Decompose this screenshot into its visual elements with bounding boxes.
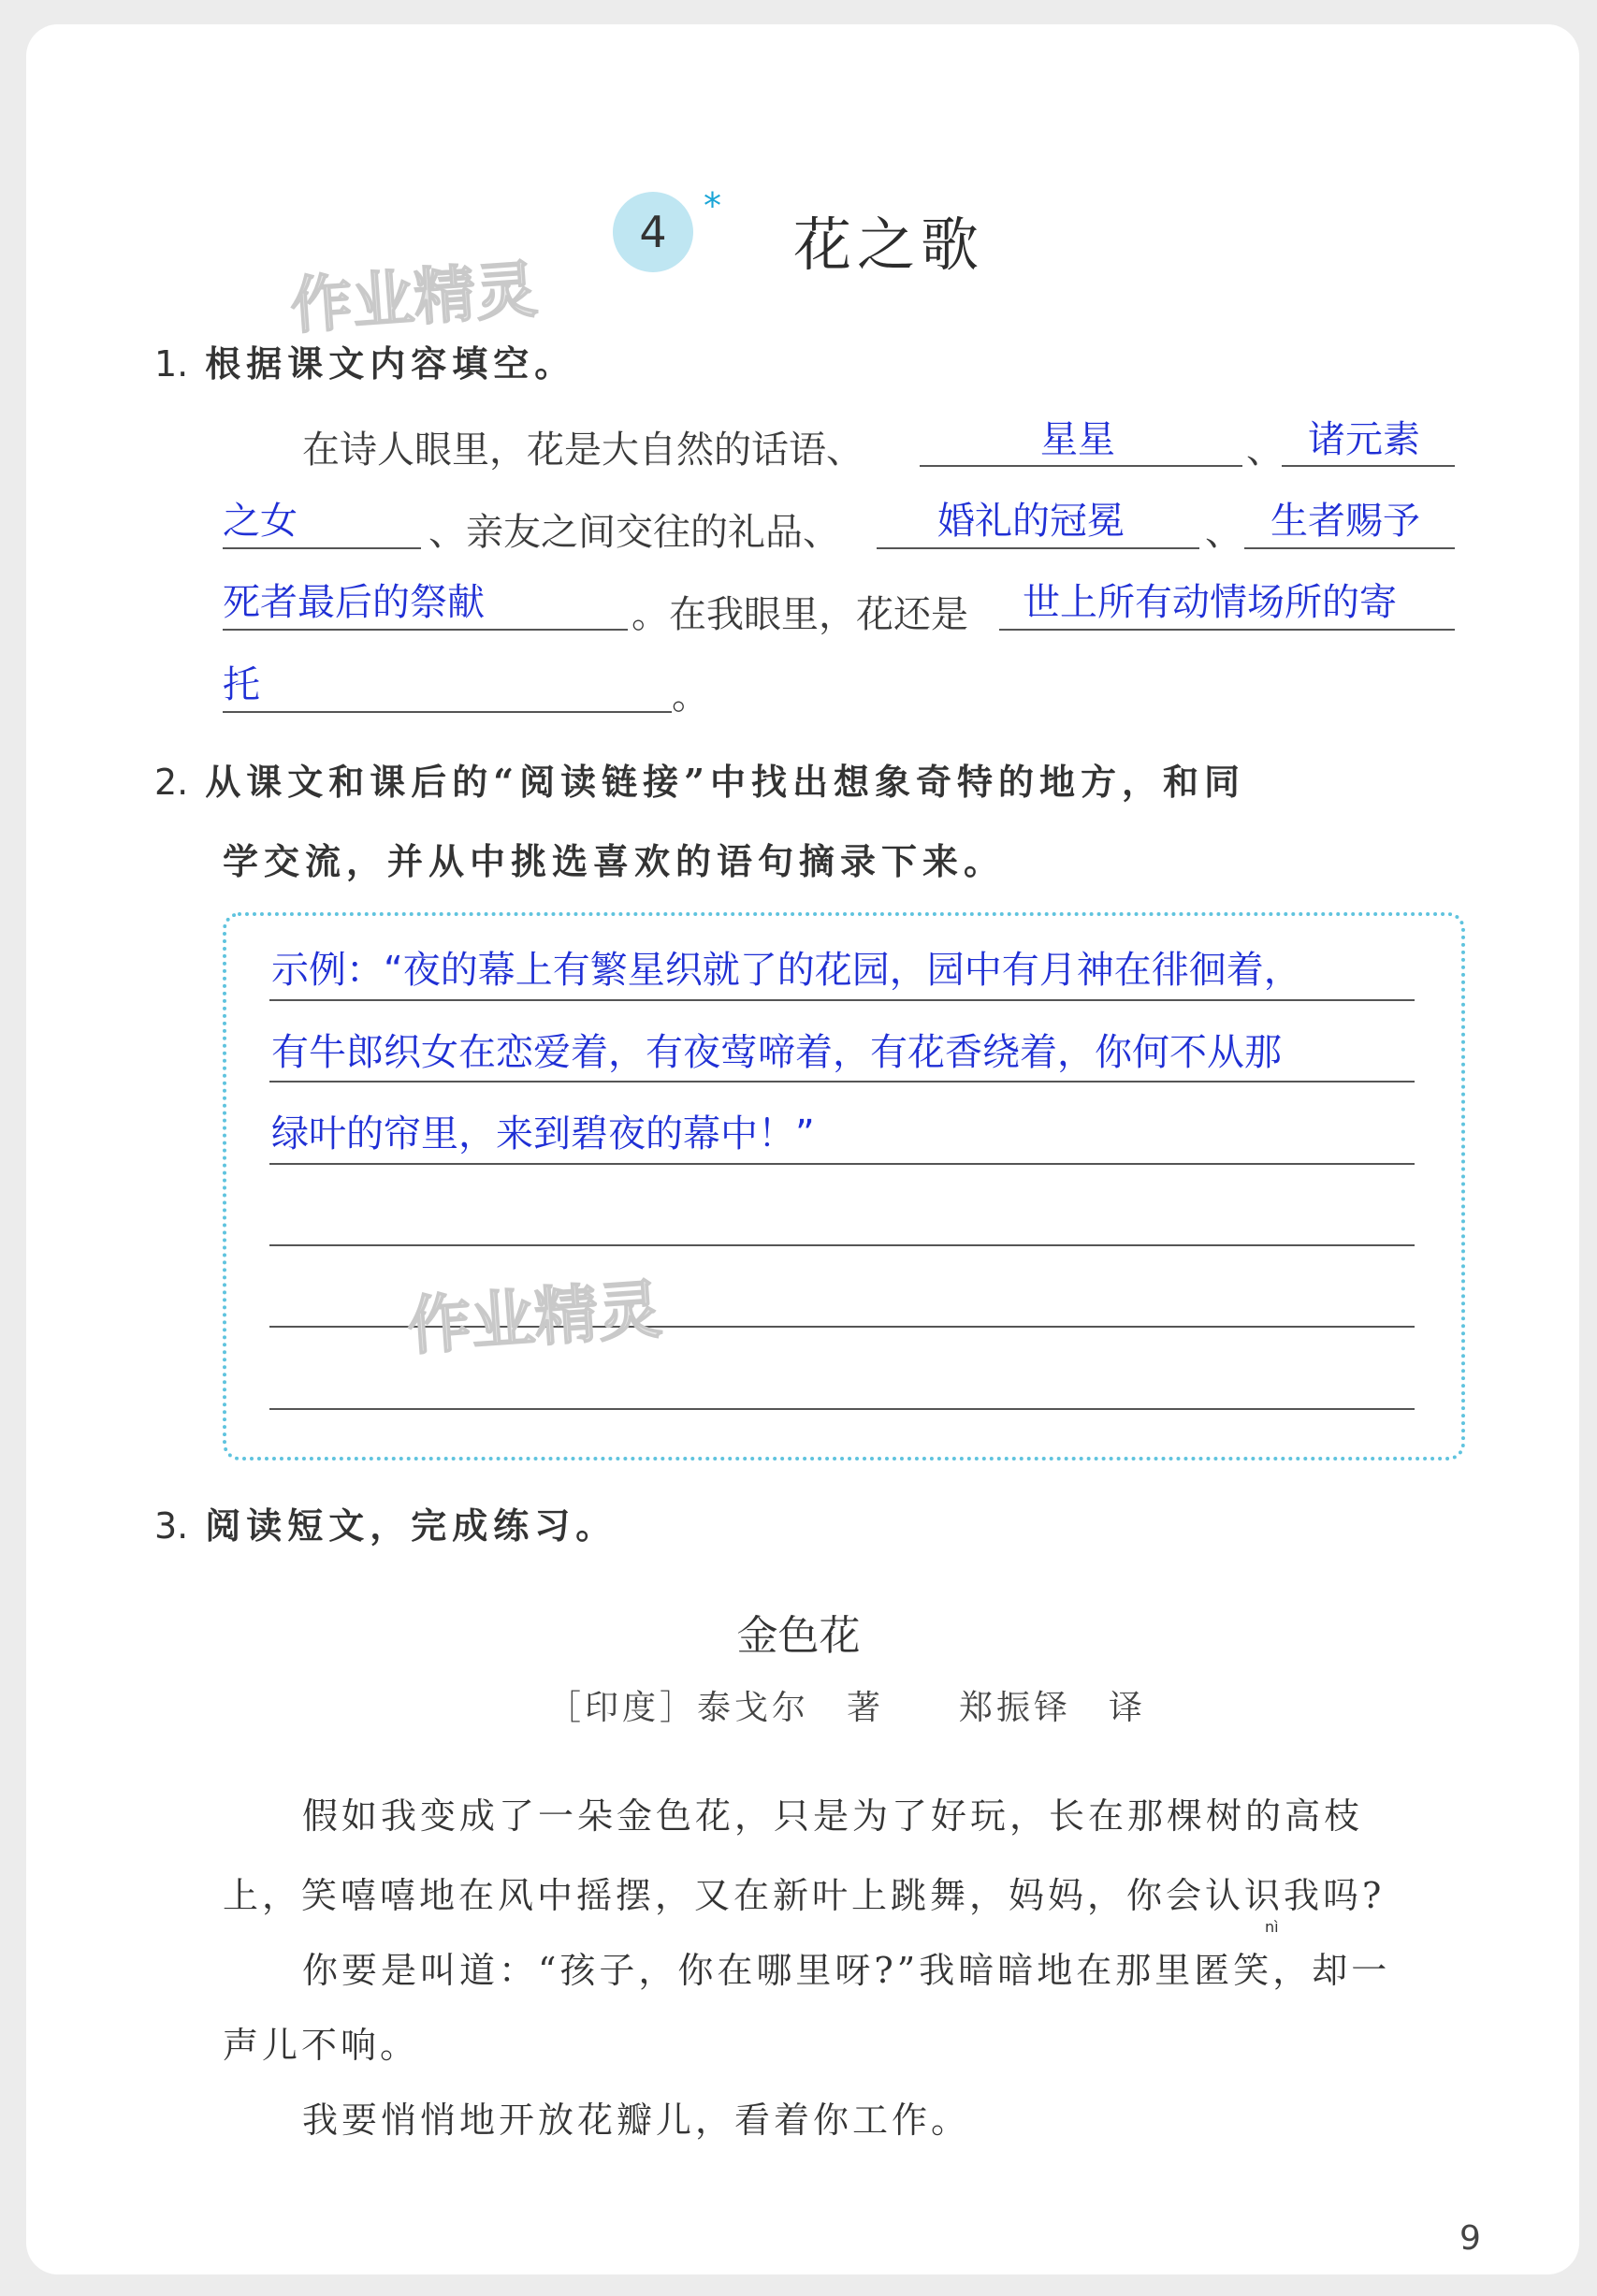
- q1-blank-2a: [1282, 465, 1455, 467]
- watermark-middle: 作业精灵: [404, 1272, 664, 1365]
- question-1-prompt: 根据课文内容填空。: [205, 342, 576, 385]
- q1-blank-4b: [223, 629, 628, 631]
- poem-title: 金色花: [736, 1612, 861, 1660]
- poem-line-1: 假如我变成了一朵金色花，只是为了好玩，长在那棵树的高枝: [302, 1795, 1364, 1837]
- q1-answer-2a: 诸元素: [1308, 418, 1420, 461]
- q1-blank-5b: [223, 711, 672, 713]
- question-1-heading: [154, 335, 575, 386]
- q2-answer-line-1: 示例：“夜的幕上有繁星织就了的花园，园中有月神在徘徊着，: [271, 949, 1301, 992]
- lesson-number: 4: [639, 207, 667, 257]
- q1-answer-3: 婚礼的冠冕: [937, 500, 1125, 543]
- q1-end-mark: 。: [672, 675, 709, 718]
- poem-line-3: 你要是叫道：“孩子，你在哪里呀?”我暗暗地在那里匿笑，却一: [302, 1950, 1391, 1991]
- q1-text-2: 、亲友之间交往的礼品、: [428, 511, 840, 554]
- q1-sep-1: 、: [1246, 429, 1284, 472]
- q1-text-3: 。在我眼里，花还是: [632, 593, 968, 636]
- question-2-prompt-1: 从课文和课后的“阅读链接”中找出想象奇特的地方，和同: [205, 761, 1245, 803]
- question-3-number: 3.: [154, 1505, 189, 1547]
- writing-line-2: [269, 1081, 1415, 1083]
- question-2-number: 2.: [154, 762, 189, 803]
- question-1-number: 1.: [154, 343, 189, 385]
- writing-line-4: [269, 1244, 1415, 1246]
- writing-line-1: [269, 999, 1415, 1001]
- question-2-prompt-2: 学交流，并从中挑选喜欢的语句摘录下来。: [223, 840, 1006, 882]
- q2-answer-line-3: 绿叶的帘里，来到碧夜的幕中！”: [271, 1112, 815, 1155]
- q1-blank-3: [877, 547, 1199, 549]
- question-2-heading-line1: [154, 753, 1245, 805]
- poem-author-line: ［印度］泰戈尔 著 郑振铎 译: [547, 1689, 1147, 1727]
- poem-line-4: 声儿不响。: [223, 2025, 420, 2066]
- q1-answer-2b: 之女: [223, 500, 298, 543]
- poem-line-2: 上，笑嘻嘻地在风中摇摆，又在新叶上跳舞，妈妈，你会认识我吗?: [223, 1875, 1386, 1916]
- question-3-prompt: 阅读短文，完成练习。: [205, 1504, 617, 1547]
- q1-answer-4b: 死者最后的祭献: [223, 581, 485, 624]
- q1-text-1: 在诗人眼里，花是大自然的话语、: [302, 429, 864, 472]
- poem-line-5: 我要悄悄地开放花瓣儿，看着你工作。: [302, 2100, 971, 2141]
- pinyin-annotation: nì: [1265, 1918, 1279, 1936]
- watermark-top: 作业精灵: [288, 253, 540, 343]
- q1-sep-2: 、: [1205, 511, 1242, 554]
- lesson-number-badge: [613, 192, 693, 272]
- q1-blank-4a: [1244, 547, 1455, 549]
- page-number: 9: [1459, 2219, 1481, 2258]
- writing-line-6: [269, 1408, 1415, 1410]
- q1-blank-2b: [223, 547, 421, 549]
- q1-answer-4a: 生者赐予: [1270, 500, 1420, 543]
- answer-box: [223, 912, 1465, 1460]
- lesson-star-marker: *: [704, 185, 721, 226]
- q2-answer-line-2: 有牛郎织女在恋爱着，有夜莺啼着，有花香绕着，你何不从那: [271, 1031, 1282, 1074]
- lesson-title: 花之歌: [793, 211, 985, 279]
- q1-blank-1: [920, 465, 1242, 467]
- question-3-heading: [154, 1497, 617, 1548]
- q1-blank-5a: [999, 629, 1455, 631]
- q1-answer-5b: 托: [223, 663, 260, 706]
- q1-answer-1: 星星: [1040, 418, 1115, 461]
- writing-line-3: [269, 1163, 1415, 1165]
- q1-answer-5a: 世上所有动情场所的寄: [1023, 581, 1397, 624]
